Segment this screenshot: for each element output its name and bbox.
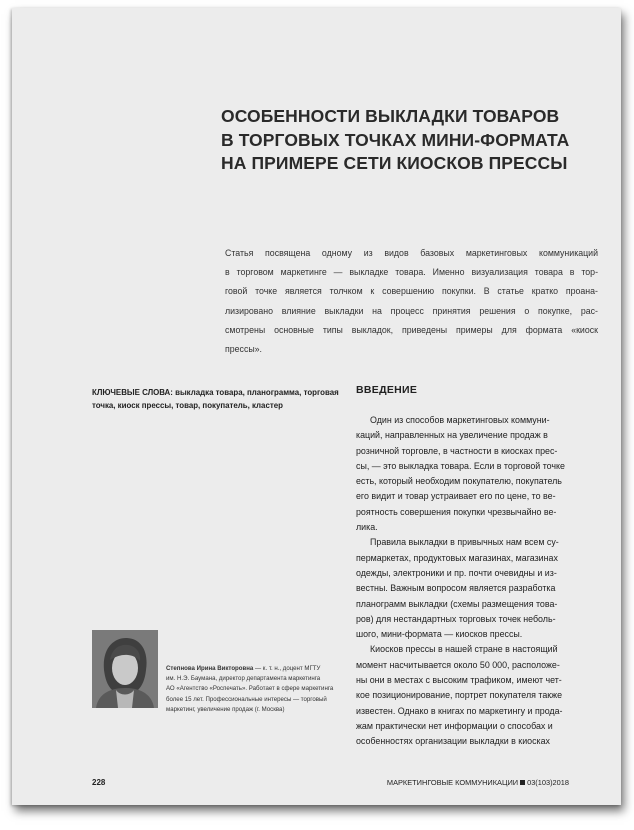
body-line: жам практически нет информации о способах и xyxy=(356,720,553,731)
author-bio-line: более 15 лет. Профессиональные интересы — торговый xyxy=(166,695,327,703)
body-line: шого, мини-формата — киосков прессы. xyxy=(356,629,523,640)
body-line: кое позиционирование, портрет покупателя также xyxy=(356,690,563,701)
body-line: Один из способов маркетинговых коммуни- xyxy=(370,415,550,425)
title-line: НА ПРИМЕРЕ СЕТИ КИОСКОВ ПРЕССЫ xyxy=(221,153,568,173)
author-bio-text: — к. т. н., доцент МГТУ xyxy=(253,665,321,672)
body-line: роятность совершения покупки чрезвычайно ве- xyxy=(356,506,557,517)
keywords-block xyxy=(92,386,354,412)
body-line: момент насчитывается около 50 000, расположе- xyxy=(356,659,560,670)
abstract-line: в торговом маркетинге — выкладке товара. Именно визуализация товара в тор- xyxy=(225,267,598,278)
body-line: пермаркетах, продуктовых магазинах, магазинах xyxy=(356,552,558,563)
body-line: есть, который необходим покупателю, покупатель xyxy=(356,476,562,487)
journal-footer xyxy=(387,778,569,787)
abstract-line: говой точке является толчком к совершению покупки. В статье кратко проана- xyxy=(225,286,598,297)
square-separator-icon xyxy=(520,780,525,785)
author-bio-line xyxy=(166,664,346,674)
body-line: ны они в местах с высоким трафиком, имеют чет- xyxy=(356,675,562,686)
author-bio-line: АО «Агентство «Роспечать». Работает в сфере маркетинга xyxy=(166,685,334,693)
page-number: 228 xyxy=(92,778,106,787)
abstract-line: прессы». xyxy=(225,344,263,355)
author-photo xyxy=(92,630,158,708)
body-line: Киосков прессы в нашей стране в настоящий xyxy=(370,644,558,655)
keywords-line xyxy=(92,386,354,399)
body-line: планограмм выкладки (схемы размещения това- xyxy=(356,598,558,609)
body-line: вестны. Важным вопросом является разработка xyxy=(356,583,556,594)
author-bio xyxy=(166,664,346,715)
body-line: сы, — это выкладка товара. Если в торговой точке xyxy=(356,460,565,471)
body-line: Правила выкладки в привычных нам всем су- xyxy=(370,537,559,548)
author-bio-line: им. Н.Э. Баумана, директор департамента маркетинга xyxy=(166,675,321,683)
keywords-text: выкладка товара, планограмма, торговая xyxy=(175,388,339,397)
article-title xyxy=(221,105,601,176)
title-line: В ТОРГОВЫХ ТОЧКАХ МИНИ-ФОРМАТА xyxy=(221,129,570,150)
body-line: ров) для нестандартных торговых точек неболь- xyxy=(356,613,556,624)
author-name: Степнова Ирина Викторовна xyxy=(166,665,254,672)
section-heading: ВВЕДЕНИЕ xyxy=(356,384,418,396)
body-line: каций, направленных на увеличение продаж в xyxy=(356,430,548,441)
journal-page xyxy=(12,8,621,805)
title-line: ОСОБЕННОСТИ ВЫКЛАДКИ ТОВАРОВ xyxy=(221,106,560,126)
keywords-line xyxy=(92,399,354,412)
body-line: одежды, электроники и пр. почти очевидны и из- xyxy=(356,567,557,578)
keywords-text: точка, киоск прессы, товар, покупатель, кластер xyxy=(92,401,283,410)
journal-name: МАРКЕТИНГОВЫЕ КОММУНИКАЦИИ xyxy=(386,778,519,787)
body-line: особенностях организации выкладки в киосках xyxy=(356,736,550,747)
abstract-line: Статья посвящена одному из видов базовых маркетинговых коммуникаций xyxy=(225,248,598,258)
journal-issue: 03(103)2018 xyxy=(527,778,569,787)
body-line: розничной торговле, в частности в киосках прес- xyxy=(356,445,558,456)
abstract-line: смотрены основные типы выкладок, приведены примеры для формата «киоск xyxy=(225,324,598,335)
article-abstract xyxy=(225,244,598,359)
abstract-line: лизировано влияние выкладки на процесс принятия решения о покупке, рас- xyxy=(225,305,598,316)
body-line: лика. xyxy=(356,522,378,533)
keywords-label: КЛЮЧЕВЫЕ СЛОВА: xyxy=(92,388,173,397)
article-body xyxy=(356,413,606,750)
author-portrait-image xyxy=(92,630,158,708)
body-line: его видит и товар устраивает его по цене, то ве- xyxy=(356,491,556,502)
body-line: известен. Однако в книгах по маркетингу и прода- xyxy=(356,705,563,716)
author-bio-line: маркетинг, увеличение продаж (г. Москва) xyxy=(166,705,285,713)
